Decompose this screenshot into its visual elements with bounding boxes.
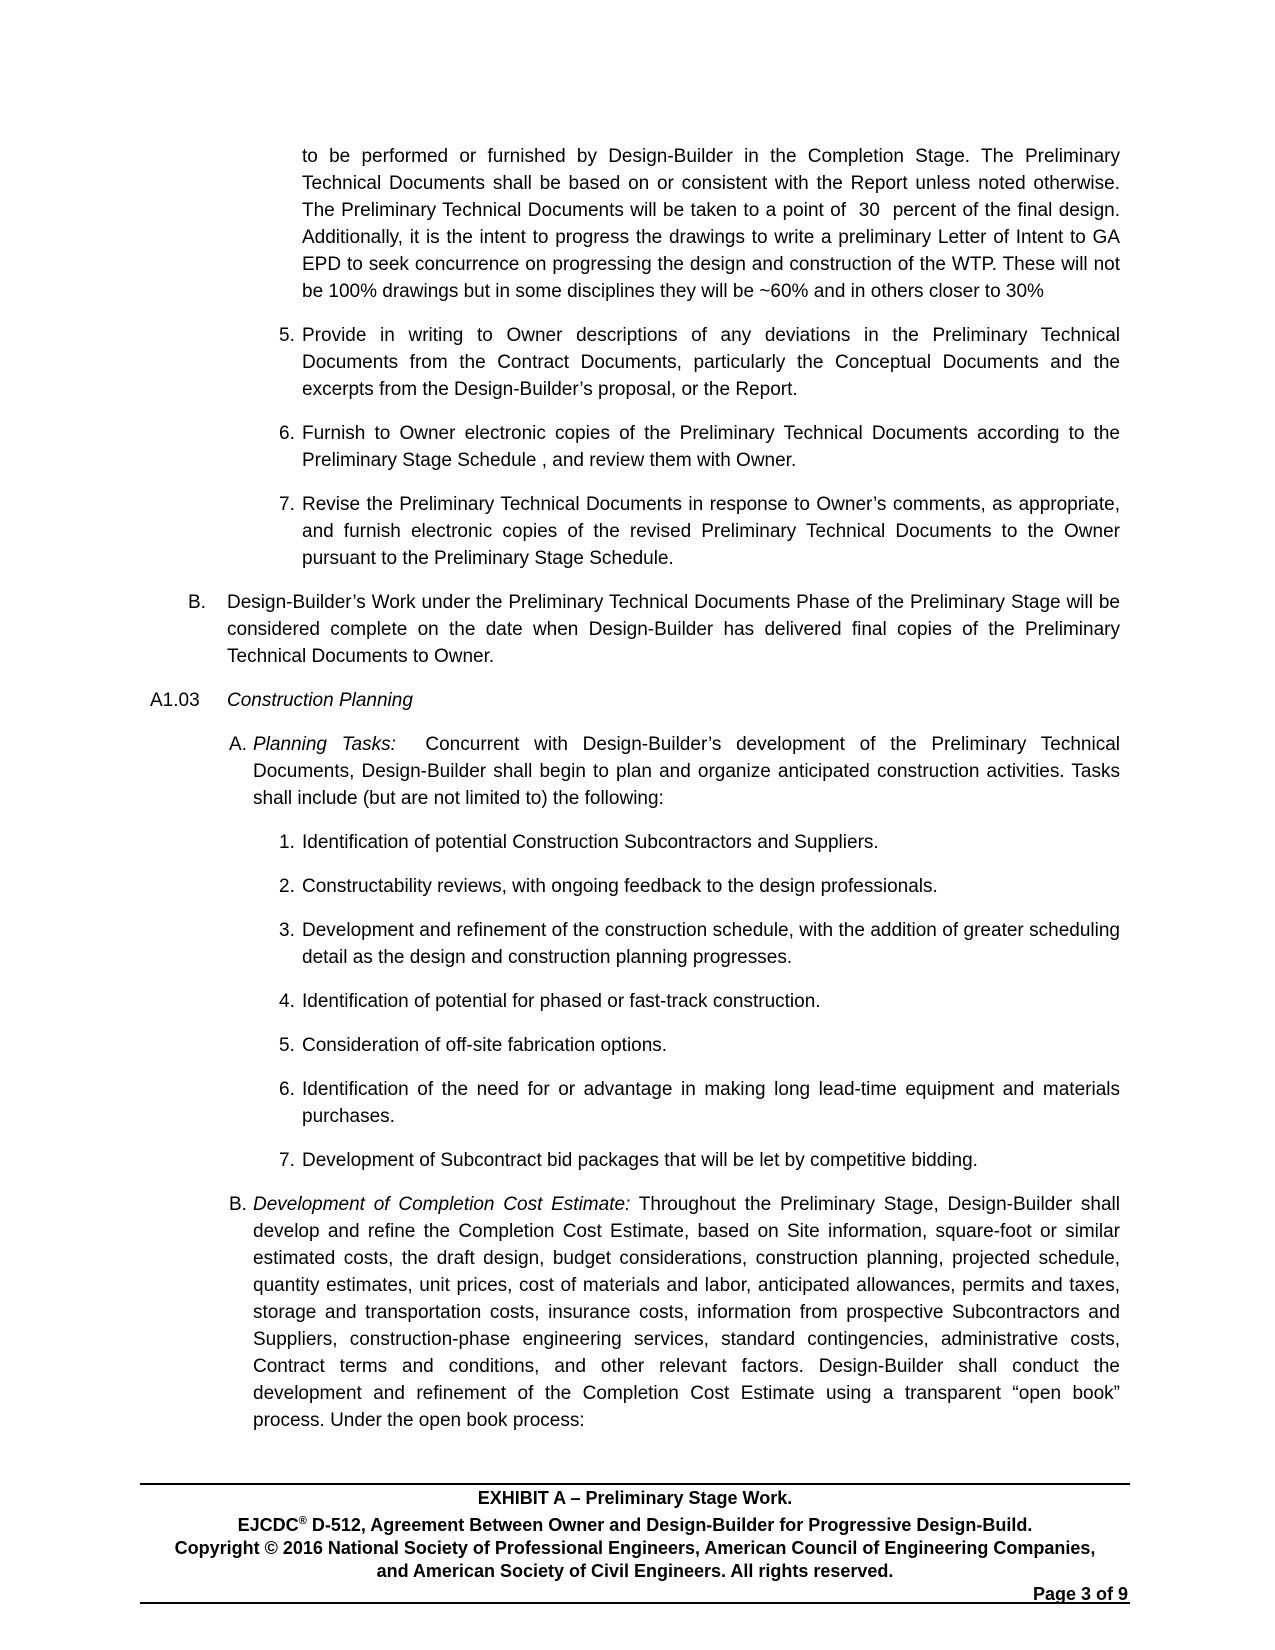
item-number: 2. [279, 876, 295, 897]
item-body-text: Concurrent with Design-Builder’s development of the Preliminary Technical Documents, Design-Builder shall begin to plan and organize anticipated construction activities. Tasks shall include (but are not limited to) the following: [253, 734, 1120, 809]
list-item-6 [279, 420, 1120, 474]
footer-line-copyright2: and American Society of Civil Engineers. All rights reserved. [376, 1561, 894, 1581]
item-number: 6. [279, 423, 295, 444]
item-number: 6. [279, 1079, 295, 1100]
item-text: Provide in writing to Owner descriptions of any deviations in the Preliminary Technical Documents from the Contract Documents, particularly the Conceptual Documents and the excerpts from the Design-Builder’s proposal, or the Report. [302, 325, 1120, 400]
footer-line-exhibit: EXHIBIT A – Preliminary Stage Work. [477, 1488, 793, 1508]
item-number: 4. [279, 991, 295, 1012]
item-text: Identification of the need for or advantage in making long lead-time equipment and materials purchases. [302, 1079, 1120, 1127]
planning-task-6 [279, 1076, 1120, 1130]
item-text: Consideration of off-site fabrication options. [302, 1035, 668, 1056]
item-label: A. [229, 734, 247, 755]
item-text [253, 1191, 1120, 1434]
item-text: Development and refinement of the construction schedule, with the addition of greater scheduling detail as the design and construction planning progresses. [302, 920, 1120, 968]
footer-ejcdc-name: EJCDC [237, 1515, 299, 1535]
item-text: Development of Subcontract bid packages that will be let by competitive bidding. [302, 1150, 978, 1171]
planning-task-2 [279, 873, 1120, 900]
item-text: Furnish to Owner electronic copies of the Preliminary Technical Documents according to the Preliminary Stage Schedule , and review them with Owner. [302, 423, 1120, 471]
item-text [253, 731, 1120, 812]
item-number: 5. [279, 1035, 295, 1056]
registered-mark: ® [298, 1515, 307, 1527]
planning-task-1 [279, 829, 1120, 856]
paragraph-b-a102 [188, 589, 1120, 670]
item-text: Revise the Preliminary Technical Documents in response to Owner’s comments, as appropriate, and furnish electronic copies of the revised Preliminary Technical Documents to the Owner pursuant to the Preliminary Stage Schedule. [302, 494, 1120, 569]
paragraph-b-completion-cost-estimate [229, 1191, 1120, 1434]
item-lead-italic: Development of Completion Cost Estimate: [253, 1194, 631, 1215]
item-label: B. [188, 592, 206, 613]
planning-task-7 [279, 1147, 1120, 1174]
planning-task-3 [279, 917, 1120, 971]
list-item-5 [279, 322, 1120, 403]
section-title: Construction Planning [227, 690, 413, 711]
footer-ejcdc-rest: D-512, Agreement Between Owner and Design-Builder for Progressive Design-Build. [306, 1515, 1033, 1535]
intro-paragraph: to be performed or furnished by Design-Builder in the Completion Stage. The Preliminary Technical Documents shall be based on or consistent with the Report unless noted otherwise. The Preliminary Technical Documents will be taken to a point of 30 percent of the final design. Additionally, it is the intent to progress the drawings to write a preliminary Letter of Intent to GA EPD to seek concurrence on progressing the design and construction of the WTP. These will not be 100% drawings but in some disciplines they will be ~60% and in others closer to 30% [302, 146, 1120, 302]
footer-rule-bottom [140, 1602, 1130, 1604]
item-number: 7. [279, 1150, 295, 1171]
section-number: A1.03 [150, 690, 200, 711]
footer-page-number: Page 3 of 9 [1032, 1584, 1128, 1604]
footer-line-copyright1: Copyright © 2016 National Society of Professional Engineers, American Council of Engineering Companies, [174, 1538, 1096, 1558]
item-label: B. [229, 1194, 247, 1215]
item-lead-italic: Planning Tasks: [253, 734, 396, 755]
planning-task-5 [279, 1032, 1120, 1059]
item-number: 7. [279, 494, 295, 515]
item-number: 5. [279, 325, 295, 346]
item-body-text: Throughout the Preliminary Stage, Design-Builder shall develop and refine the Completion Cost Estimate, based on Site information, square-foot or similar estimated costs, the draft design, budget considerations, construction planning, projected schedule, quantity estimates, unit prices, cost of materials and labor, anticipated allowances, permits and taxes, storage and transportation costs, insurance costs, information from prospective Subcontractors and Suppliers, construction-phase engineering services, standard contingencies, administrative costs, Contract terms and conditions, and other relevant factors. Design-Builder shall conduct the development and refinement of the Completion Cost Estimate using a transparent “open book” process. Under the open book process: [253, 1194, 1120, 1431]
paragraph-a-planning-tasks [229, 731, 1120, 812]
item-text: Identification of potential for phased or fast-track construction. [302, 991, 821, 1012]
page-footer [140, 1483, 1130, 1606]
item-number: 1. [279, 832, 295, 853]
item-text: Constructability reviews, with ongoing feedback to the design professionals. [302, 876, 938, 897]
item-text: Identification of potential Construction Subcontractors and Suppliers. [302, 832, 879, 853]
footer-line-ejcdc [140, 1510, 1130, 1537]
planning-task-4 [279, 988, 1120, 1015]
item-text: Design-Builder’s Work under the Preliminary Technical Documents Phase of the Preliminary Stage will be considered complete on the date when Design-Builder has delivered final copies of the Preliminary Technical Documents to Owner. [227, 592, 1120, 667]
list-item-7 [279, 491, 1120, 572]
item-number: 3. [279, 920, 295, 941]
section-heading-a103 [150, 687, 1120, 714]
